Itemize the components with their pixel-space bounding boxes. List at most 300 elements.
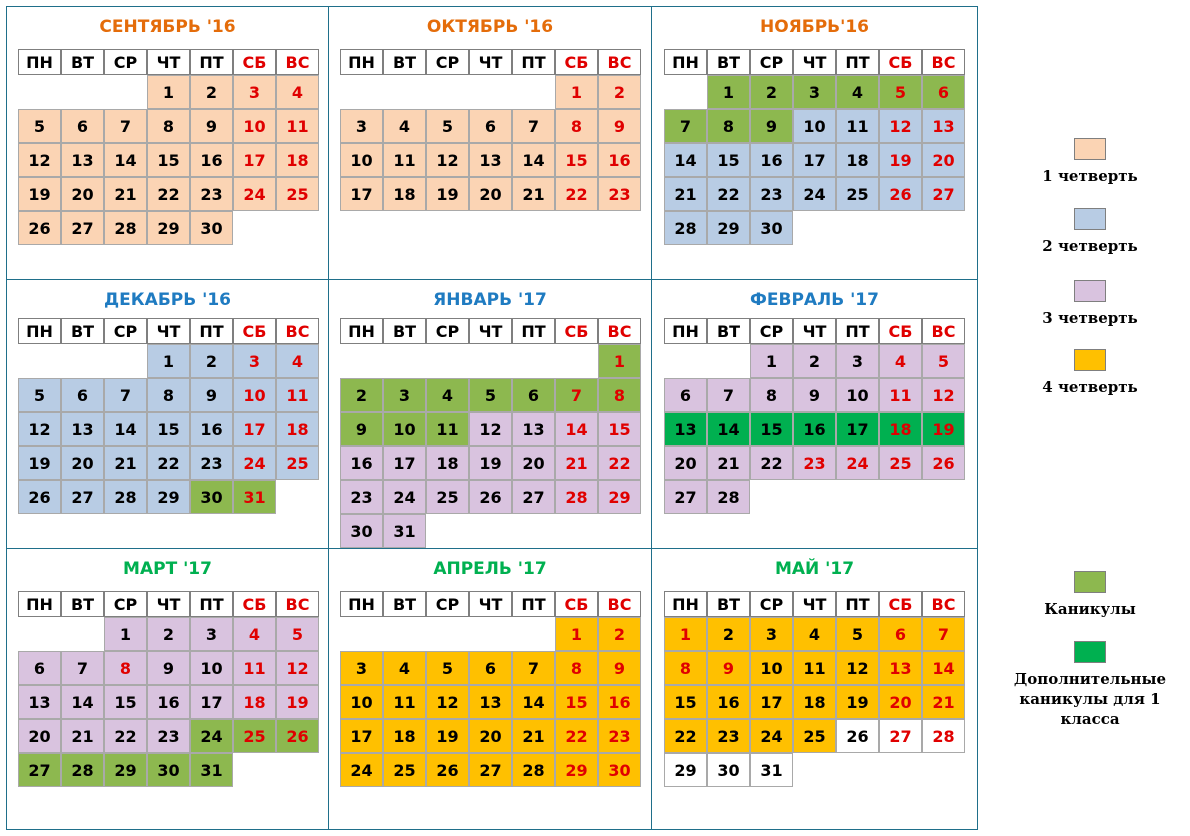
day-cell: 21 [61, 719, 104, 753]
day-cell: 13 [879, 651, 922, 685]
day-cell: 20 [61, 177, 104, 211]
day-cell: 17 [340, 719, 383, 753]
day-cell: 29 [598, 480, 641, 514]
weekday-header: ВТ [61, 591, 104, 617]
day-cell: 13 [922, 109, 965, 143]
day-cell: 19 [469, 446, 512, 480]
day-cell: 4 [426, 378, 469, 412]
day-cell: 25 [836, 177, 879, 211]
day-cell: 9 [340, 412, 383, 446]
day-cell: 12 [879, 109, 922, 143]
day-cell: 31 [750, 753, 793, 787]
day-cell: 18 [276, 412, 319, 446]
legend-swatch [1074, 208, 1106, 230]
day-cell: 11 [383, 143, 426, 177]
weekday-header: СР [750, 318, 793, 344]
day-cell: 26 [879, 177, 922, 211]
day-cell: 27 [879, 719, 922, 753]
day-cell: 1 [104, 617, 147, 651]
day-cell: 21 [707, 446, 750, 480]
month-title: ЯНВАРЬ '17 [433, 290, 547, 310]
day-cell: 15 [555, 143, 598, 177]
day-cell: 10 [383, 412, 426, 446]
day-cell: 11 [426, 412, 469, 446]
day-cell: 21 [664, 177, 707, 211]
day-cell: 4 [233, 617, 276, 651]
day-cell: 25 [793, 719, 836, 753]
day-cell: 5 [426, 651, 469, 685]
day-cell: 16 [598, 143, 641, 177]
day-cell: 2 [190, 344, 233, 378]
day-cell: 28 [922, 719, 965, 753]
day-cell: 27 [664, 480, 707, 514]
day-cell: 29 [555, 753, 598, 787]
day-cell: 17 [190, 685, 233, 719]
day-cell: 21 [104, 177, 147, 211]
day-cell: 4 [793, 617, 836, 651]
day-cell: 12 [276, 651, 319, 685]
day-cell: 2 [340, 378, 383, 412]
day-cell: 2 [598, 617, 641, 651]
day-cell: 26 [18, 211, 61, 245]
legend-swatch [1074, 280, 1106, 302]
day-cell: 24 [340, 753, 383, 787]
day-cell: 19 [18, 177, 61, 211]
day-cell: 23 [190, 177, 233, 211]
day-cell: 25 [426, 480, 469, 514]
day-cell: 11 [276, 109, 319, 143]
weekday-header: ЧТ [469, 591, 512, 617]
day-cell: 22 [750, 446, 793, 480]
weekday-header: ПТ [512, 591, 555, 617]
day-cell: 4 [276, 75, 319, 109]
weekday-header: ВС [598, 49, 641, 75]
legend-item [990, 208, 1190, 256]
day-cell: 7 [664, 109, 707, 143]
weekday-header: ЧТ [147, 591, 190, 617]
weekday-header: ПТ [512, 318, 555, 344]
day-cell: 16 [340, 446, 383, 480]
day-cell: 17 [233, 143, 276, 177]
weekday-header: ВТ [383, 318, 426, 344]
day-cell: 10 [233, 109, 276, 143]
legend-item [990, 138, 1190, 186]
day-cell: 12 [426, 143, 469, 177]
legend-swatch [1074, 138, 1106, 160]
day-cell: 28 [104, 211, 147, 245]
day-cell: 5 [469, 378, 512, 412]
weekday-header: ЧТ [147, 318, 190, 344]
legend-item [990, 641, 1190, 729]
day-cell: 30 [190, 480, 233, 514]
day-cell: 23 [750, 177, 793, 211]
day-cell: 19 [426, 719, 469, 753]
legend-label: 1 четверть [1042, 167, 1138, 185]
weekday-header: ВС [276, 49, 319, 75]
day-cell: 30 [598, 753, 641, 787]
day-cell: 6 [664, 378, 707, 412]
day-cell: 11 [276, 378, 319, 412]
day-cell: 16 [793, 412, 836, 446]
weekday-header: СР [426, 318, 469, 344]
month-title: ДЕКАБРЬ '16 [104, 290, 231, 310]
day-cell: 8 [750, 378, 793, 412]
day-cell: 28 [707, 480, 750, 514]
day-cell: 6 [61, 109, 104, 143]
day-cell: 20 [512, 446, 555, 480]
day-cell: 14 [512, 143, 555, 177]
weekday-header: СБ [233, 318, 276, 344]
day-cell: 21 [512, 177, 555, 211]
day-cell: 19 [879, 143, 922, 177]
day-cell: 5 [922, 344, 965, 378]
day-cell: 4 [383, 651, 426, 685]
month-title: МАЙ '17 [774, 559, 855, 579]
day-cell: 25 [233, 719, 276, 753]
day-cell: 20 [61, 446, 104, 480]
day-cell: 6 [18, 651, 61, 685]
weekday-header: СР [750, 49, 793, 75]
day-cell: 13 [664, 412, 707, 446]
weekday-header: ПТ [836, 318, 879, 344]
day-cell: 20 [469, 177, 512, 211]
day-cell: 2 [598, 75, 641, 109]
day-cell: 19 [922, 412, 965, 446]
weekday-header: ПН [340, 591, 383, 617]
day-cell: 26 [18, 480, 61, 514]
day-cell: 31 [383, 514, 426, 548]
day-cell: 20 [18, 719, 61, 753]
day-cell: 18 [836, 143, 879, 177]
day-cell: 24 [836, 446, 879, 480]
day-cell: 29 [664, 753, 707, 787]
weekday-header: ВС [922, 49, 965, 75]
day-cell: 13 [61, 143, 104, 177]
day-cell: 3 [836, 344, 879, 378]
day-cell: 27 [61, 211, 104, 245]
day-cell: 19 [18, 446, 61, 480]
legend-swatch [1074, 641, 1106, 663]
day-cell: 31 [233, 480, 276, 514]
day-cell: 28 [512, 753, 555, 787]
day-cell: 1 [147, 75, 190, 109]
day-cell: 7 [61, 651, 104, 685]
weekday-header: СБ [879, 318, 922, 344]
legend-label: 4 четверть [1042, 378, 1138, 396]
day-cell: 9 [707, 651, 750, 685]
weekday-header: ПН [18, 49, 61, 75]
legend-item [990, 349, 1190, 397]
day-cell: 31 [190, 753, 233, 787]
day-cell: 23 [707, 719, 750, 753]
day-cell: 17 [340, 177, 383, 211]
day-cell: 4 [276, 344, 319, 378]
day-cell: 11 [383, 685, 426, 719]
weekday-header: СБ [555, 318, 598, 344]
day-cell: 3 [340, 109, 383, 143]
legend-label: Каникулы [1044, 600, 1136, 618]
day-cell: 1 [664, 617, 707, 651]
day-cell: 23 [340, 480, 383, 514]
day-cell: 22 [707, 177, 750, 211]
day-cell: 24 [793, 177, 836, 211]
day-cell: 22 [104, 719, 147, 753]
day-cell: 10 [836, 378, 879, 412]
legend-label: 2 четверть [1042, 237, 1138, 255]
day-cell: 14 [104, 143, 147, 177]
day-cell: 13 [469, 143, 512, 177]
weekday-header: СБ [233, 49, 276, 75]
day-cell: 17 [383, 446, 426, 480]
day-cell: 22 [147, 446, 190, 480]
day-cell: 1 [707, 75, 750, 109]
day-cell: 14 [922, 651, 965, 685]
day-cell: 23 [190, 446, 233, 480]
weekday-header: ПН [340, 49, 383, 75]
day-cell: 2 [793, 344, 836, 378]
day-cell: 22 [598, 446, 641, 480]
day-cell: 15 [104, 685, 147, 719]
weekday-header: СБ [555, 591, 598, 617]
day-cell: 10 [233, 378, 276, 412]
weekday-header: СР [104, 591, 147, 617]
day-cell: 9 [190, 378, 233, 412]
day-cell: 8 [707, 109, 750, 143]
day-cell: 6 [879, 617, 922, 651]
day-cell: 7 [104, 378, 147, 412]
day-cell: 10 [340, 143, 383, 177]
weekday-header: ПТ [836, 591, 879, 617]
day-cell: 18 [276, 143, 319, 177]
day-cell: 14 [512, 685, 555, 719]
day-cell: 21 [555, 446, 598, 480]
weekday-header: ЧТ [469, 49, 512, 75]
weekday-header: ВТ [383, 591, 426, 617]
day-cell: 11 [836, 109, 879, 143]
day-cell: 2 [707, 617, 750, 651]
weekday-header: ВТ [383, 49, 426, 75]
day-cell: 9 [598, 109, 641, 143]
month-panel [7, 549, 329, 829]
day-cell: 2 [147, 617, 190, 651]
month-panel [652, 549, 977, 829]
day-cell: 10 [793, 109, 836, 143]
day-cell: 30 [147, 753, 190, 787]
day-cell: 7 [512, 651, 555, 685]
day-cell: 6 [512, 378, 555, 412]
weekday-header: СБ [879, 49, 922, 75]
day-cell: 1 [750, 344, 793, 378]
day-cell: 14 [664, 143, 707, 177]
day-cell: 15 [147, 143, 190, 177]
day-cell: 2 [190, 75, 233, 109]
month-panel [652, 7, 977, 280]
day-cell: 7 [104, 109, 147, 143]
weekday-header: СР [104, 318, 147, 344]
day-cell: 29 [104, 753, 147, 787]
weekday-header: СБ [233, 591, 276, 617]
weekday-header: ВТ [707, 49, 750, 75]
day-cell: 13 [512, 412, 555, 446]
day-cell: 20 [922, 143, 965, 177]
day-cell: 23 [147, 719, 190, 753]
weekday-header: ЧТ [793, 318, 836, 344]
day-cell: 17 [793, 143, 836, 177]
day-cell: 8 [104, 651, 147, 685]
day-cell: 20 [664, 446, 707, 480]
weekday-header: ВТ [707, 591, 750, 617]
day-cell: 3 [793, 75, 836, 109]
month-title: МАРТ '17 [123, 559, 212, 579]
weekday-header: ПН [664, 591, 707, 617]
day-cell: 27 [469, 753, 512, 787]
month-title: СЕНТЯБРЬ '16 [99, 17, 236, 37]
weekday-header: ПН [664, 49, 707, 75]
day-cell: 7 [707, 378, 750, 412]
day-cell: 4 [836, 75, 879, 109]
weekday-header: ВС [922, 318, 965, 344]
day-cell: 28 [664, 211, 707, 245]
day-cell: 3 [340, 651, 383, 685]
day-cell: 13 [469, 685, 512, 719]
day-cell: 7 [555, 378, 598, 412]
day-cell: 13 [61, 412, 104, 446]
day-cell: 30 [707, 753, 750, 787]
weekday-header: ВС [276, 318, 319, 344]
weekday-header: СБ [555, 49, 598, 75]
day-cell: 26 [922, 446, 965, 480]
day-cell: 16 [190, 143, 233, 177]
day-cell: 28 [104, 480, 147, 514]
day-cell: 5 [426, 109, 469, 143]
day-cell: 27 [922, 177, 965, 211]
day-cell: 23 [793, 446, 836, 480]
day-cell: 8 [147, 109, 190, 143]
day-cell: 20 [469, 719, 512, 753]
day-cell: 9 [190, 109, 233, 143]
day-cell: 24 [383, 480, 426, 514]
day-cell: 18 [879, 412, 922, 446]
day-cell: 3 [233, 75, 276, 109]
day-cell: 30 [750, 211, 793, 245]
day-cell: 9 [598, 651, 641, 685]
month-panel [329, 7, 652, 280]
day-cell: 14 [555, 412, 598, 446]
day-cell: 19 [276, 685, 319, 719]
weekday-header: ЧТ [793, 49, 836, 75]
day-cell: 5 [879, 75, 922, 109]
day-cell: 19 [836, 685, 879, 719]
month-panel [329, 549, 652, 829]
day-cell: 12 [18, 143, 61, 177]
day-cell: 16 [598, 685, 641, 719]
day-cell: 24 [190, 719, 233, 753]
day-cell: 21 [922, 685, 965, 719]
weekday-header: ПТ [836, 49, 879, 75]
legend-swatch [1074, 571, 1106, 593]
day-cell: 1 [555, 75, 598, 109]
weekday-header: ПТ [190, 49, 233, 75]
day-cell: 6 [922, 75, 965, 109]
month-panel [329, 280, 652, 549]
day-cell: 8 [555, 109, 598, 143]
weekday-header: ЧТ [147, 49, 190, 75]
day-cell: 28 [61, 753, 104, 787]
day-cell: 18 [383, 177, 426, 211]
day-cell: 18 [793, 685, 836, 719]
day-cell: 3 [383, 378, 426, 412]
month-title: АПРЕЛЬ '17 [433, 559, 547, 579]
day-cell: 10 [750, 651, 793, 685]
month-panel [7, 7, 329, 280]
day-cell: 14 [61, 685, 104, 719]
weekday-header: ЧТ [793, 591, 836, 617]
month-title: ОКТЯБРЬ '16 [426, 17, 554, 37]
weekday-header: ПН [664, 318, 707, 344]
day-cell: 25 [276, 446, 319, 480]
day-cell: 25 [383, 753, 426, 787]
day-cell: 25 [879, 446, 922, 480]
weekday-header: СБ [879, 591, 922, 617]
day-cell: 13 [18, 685, 61, 719]
day-cell: 18 [233, 685, 276, 719]
day-cell: 26 [836, 719, 879, 753]
day-cell: 22 [555, 719, 598, 753]
day-cell: 29 [147, 211, 190, 245]
day-cell: 17 [233, 412, 276, 446]
day-cell: 14 [104, 412, 147, 446]
day-cell: 27 [512, 480, 555, 514]
day-cell: 16 [190, 412, 233, 446]
day-cell: 11 [233, 651, 276, 685]
day-cell: 25 [276, 177, 319, 211]
day-cell: 7 [922, 617, 965, 651]
day-cell: 3 [750, 617, 793, 651]
day-cell: 16 [147, 685, 190, 719]
month-title: НОЯБРЬ'16 [759, 17, 869, 37]
weekday-header: ПТ [190, 591, 233, 617]
day-cell: 21 [512, 719, 555, 753]
weekday-header: ВС [922, 591, 965, 617]
day-cell: 15 [555, 685, 598, 719]
day-cell: 15 [598, 412, 641, 446]
day-cell: 15 [707, 143, 750, 177]
day-cell: 7 [512, 109, 555, 143]
weekday-header: ЧТ [469, 318, 512, 344]
weekday-header: ПТ [190, 318, 233, 344]
weekday-header: ПН [18, 318, 61, 344]
day-cell: 9 [793, 378, 836, 412]
day-cell: 17 [750, 685, 793, 719]
day-cell: 22 [555, 177, 598, 211]
weekday-header: СР [426, 49, 469, 75]
weekday-header: ПН [18, 591, 61, 617]
legend-label: 3 четверть [1042, 309, 1138, 327]
day-cell: 4 [383, 109, 426, 143]
day-cell: 24 [750, 719, 793, 753]
day-cell: 27 [18, 753, 61, 787]
day-cell: 18 [426, 446, 469, 480]
day-cell: 28 [555, 480, 598, 514]
day-cell: 30 [340, 514, 383, 548]
day-cell: 6 [469, 109, 512, 143]
day-cell: 8 [147, 378, 190, 412]
day-cell: 3 [233, 344, 276, 378]
day-cell: 29 [707, 211, 750, 245]
calendar-grid [6, 6, 978, 830]
day-cell: 9 [147, 651, 190, 685]
day-cell: 5 [836, 617, 879, 651]
